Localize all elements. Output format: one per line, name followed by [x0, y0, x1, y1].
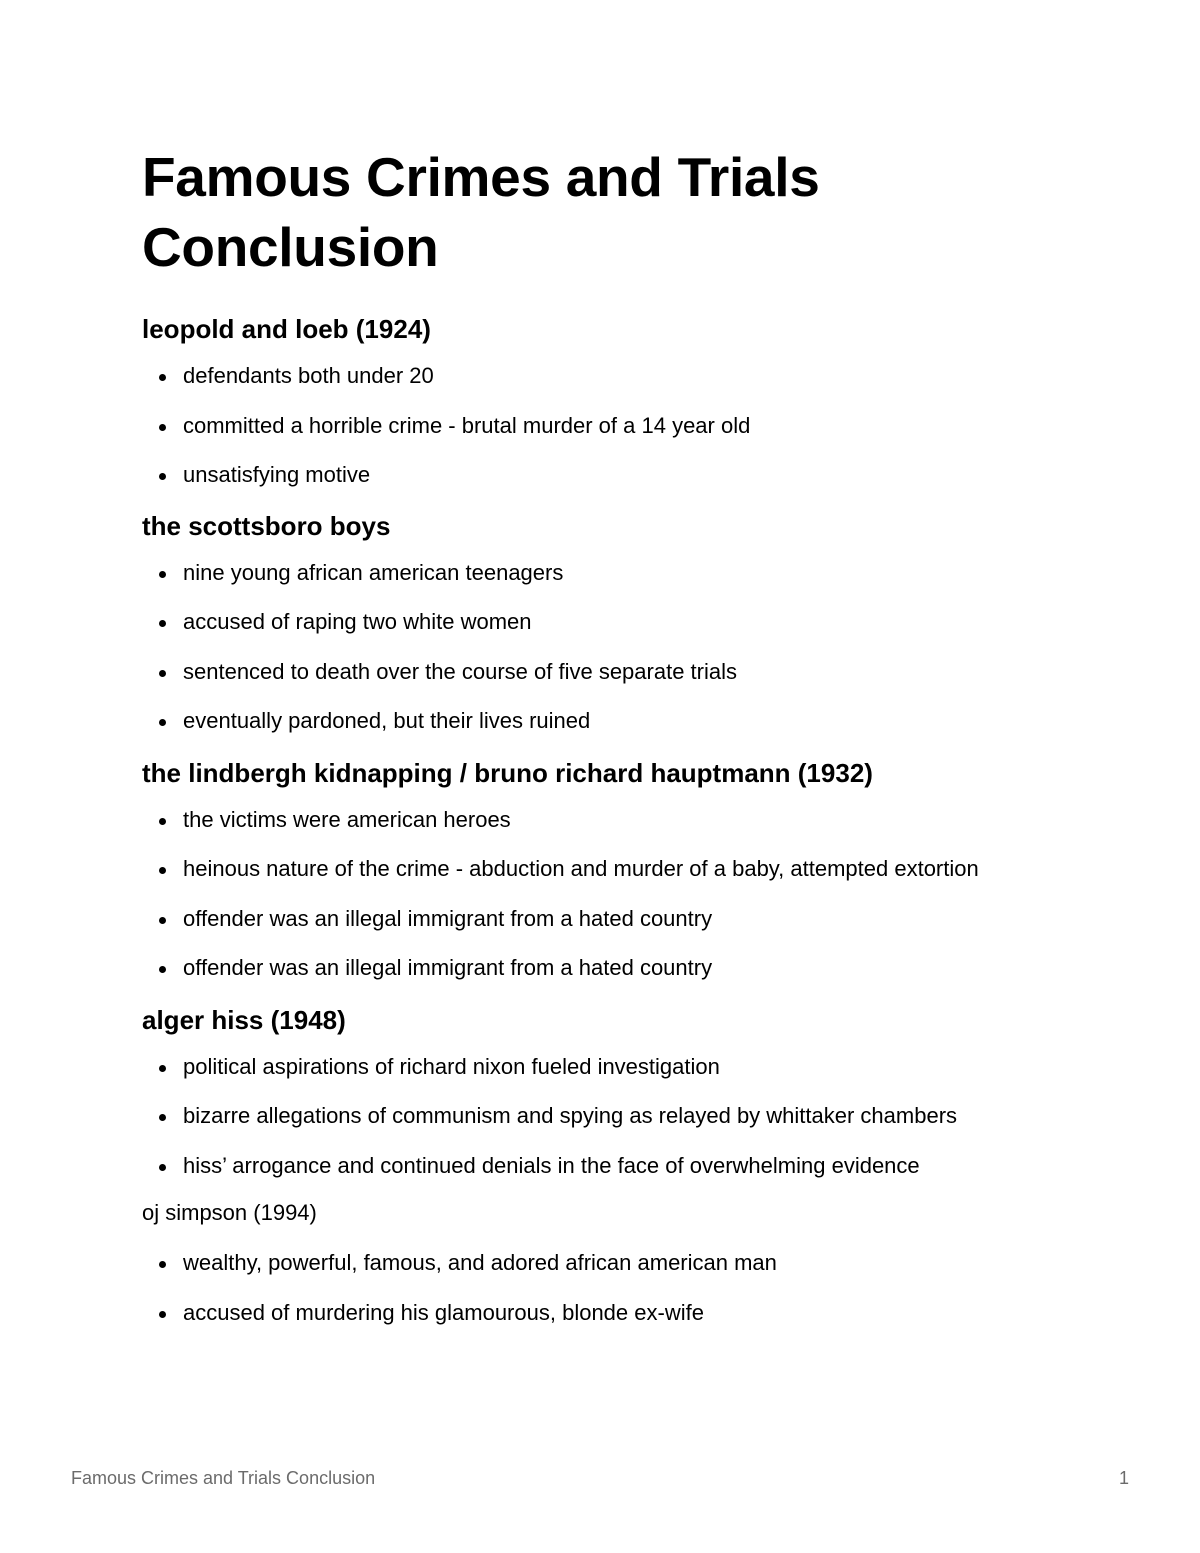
list-item-text: eventually pardoned, but their lives ruined — [183, 708, 591, 733]
list-item — [142, 805, 1072, 835]
page-title-line-2: Conclusion — [142, 216, 439, 278]
list-item — [142, 854, 1072, 884]
list-item-text: bizarre allegations of communism and spying as relayed by whittaker chambers — [183, 1103, 958, 1128]
bullet-icon — [159, 473, 166, 480]
list-item — [142, 706, 1072, 736]
list-item-text: political aspirations of richard nixon fueled investigation — [183, 1053, 720, 1079]
bullet-icon — [159, 917, 166, 924]
bullet-icon — [159, 424, 166, 431]
bullet-icon — [159, 1065, 166, 1072]
section-heading: oj simpson (1994) — [142, 1200, 317, 1225]
section-heading: leopold and loeb (1924) — [142, 314, 431, 344]
section-alger-hiss — [142, 1003, 1072, 1181]
bullet-icon — [159, 1311, 166, 1318]
footer-page-number: 1 — [1118, 1468, 1129, 1488]
bullet-icon — [159, 867, 166, 874]
bullet-icon — [159, 719, 166, 726]
list-item-text: committed a horrible crime - brutal murder of a 14 year old — [183, 412, 751, 438]
list-item — [142, 1298, 1072, 1328]
bullet-icon — [159, 818, 166, 825]
page-footer — [71, 1466, 1129, 1490]
bullet-icon — [159, 670, 166, 677]
section-scottsboro-boys — [142, 509, 1072, 737]
list-item-text: defendants both under 20 — [183, 363, 434, 388]
list-item-text: accused of raping two white women — [183, 609, 532, 634]
list-item-text: accused of murdering his glamourous, blonde ex-wife — [183, 1299, 704, 1325]
section-oj-simpson — [142, 1198, 1072, 1328]
bullet-list — [142, 1052, 1072, 1181]
bullet-icon — [159, 374, 166, 381]
list-item-text: heinous nature of the crime - abduction and murder of a baby, attempted extortion — [183, 856, 979, 881]
page-title-line-1: Famous Crimes and Trials — [142, 146, 820, 208]
list-item-text: hiss’ arrogance and continued denials in the face of overwhelming evidence — [183, 1152, 920, 1178]
section-heading: the scottsboro boys — [142, 510, 391, 541]
bullet-icon — [159, 620, 166, 627]
list-item — [142, 361, 1072, 391]
page-title — [142, 142, 1072, 282]
list-item — [142, 657, 1072, 687]
list-item-text: the victims were american heroes — [183, 806, 511, 832]
section-lindbergh-kidnapping — [142, 756, 1072, 984]
bullet-list — [142, 558, 1072, 737]
list-item — [142, 904, 1072, 934]
bullet-icon — [159, 571, 166, 578]
list-item — [142, 1101, 1072, 1131]
list-item — [142, 460, 1072, 490]
list-item-text: sentenced to death over the course of five separate trials — [183, 658, 737, 684]
list-item — [142, 558, 1072, 588]
list-item — [142, 411, 1072, 441]
footer-title: Famous Crimes and Trials Conclusion — [71, 1468, 376, 1488]
list-item-text: offender was an illegal immigrant from a hated country — [183, 905, 713, 931]
page-content — [142, 142, 1072, 1347]
list-item — [142, 1248, 1072, 1278]
list-item — [142, 953, 1072, 983]
bullet-icon — [159, 1164, 166, 1171]
section-leopold-and-loeb — [142, 312, 1072, 490]
bullet-list — [142, 361, 1072, 490]
bullet-list — [142, 1248, 1072, 1328]
list-item-text: unsatisfying motive — [183, 462, 371, 487]
bullet-list — [142, 805, 1072, 984]
list-item — [142, 607, 1072, 637]
section-heading: the lindbergh kidnapping / bruno richard hauptmann (1932) — [142, 757, 873, 788]
list-item — [142, 1052, 1072, 1082]
bullet-icon — [159, 1114, 166, 1121]
bullet-icon — [159, 966, 166, 973]
section-heading: alger hiss (1948) — [142, 1004, 346, 1035]
list-item — [142, 1151, 1072, 1181]
list-item-text: wealthy, powerful, famous, and adored african american man — [183, 1250, 777, 1275]
list-item-text: nine young african american teenagers — [183, 559, 564, 585]
bullet-icon — [159, 1261, 166, 1268]
list-item-text: offender was an illegal immigrant from a hated country — [183, 955, 713, 980]
